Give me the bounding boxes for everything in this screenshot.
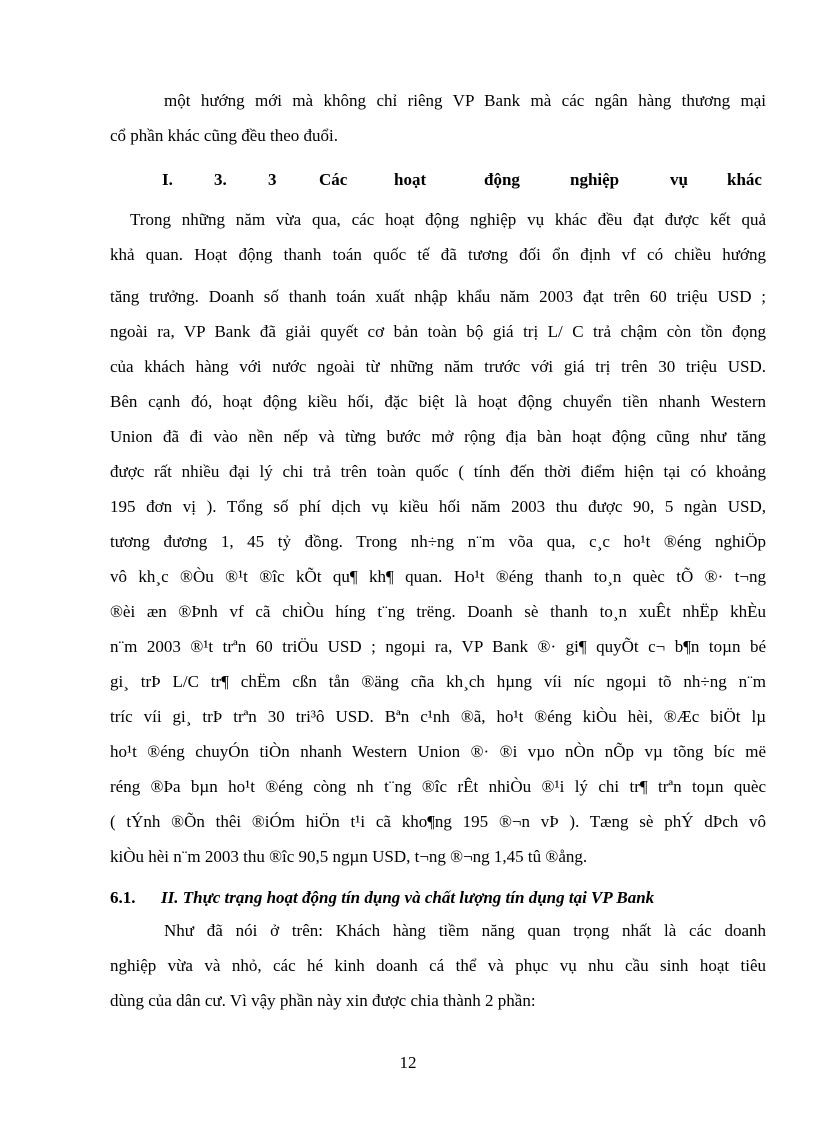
body-line: n¨m 2003 ®¹t trªn 60 triÖu USD ; ngoµi ra, VP Bank ®· gi¶ quyÕt c¬ b¶n toµn bé <box>110 637 766 656</box>
section-heading <box>0 169 816 191</box>
heading-token: 3 <box>268 170 277 189</box>
body-line: Trong những năm vừa qua, các hoạt động nghiệp vụ khác đều đạt được kết quả <box>130 210 766 229</box>
section-title-text: II. Thực trạng hoạt động tín dụng và chất lượng tín dụng tại VP Bank <box>161 888 655 907</box>
intro-line: một hướng mới mà không chỉ riêng VP Bank mà các ngân hàng thương mại <box>164 91 766 110</box>
heading-token: động <box>484 170 520 189</box>
body-line: được rất nhiều đại lý chi trả trên toàn quốc ( tính đến thời điểm hiện tại có khoảng <box>110 462 766 481</box>
section-title <box>110 887 766 909</box>
body-line: ®èi æn ®Þnh vf cã chiÒu híng t¨ng trëng. Doanh sè thanh to¸n xuÊt nhËp khÈu <box>110 602 766 621</box>
body-line: ( tÝnh ®Õn thêi ®iÓm hiÖn t¹i cã kho¶ng 195 ®¬n vÞ ). Tæng sè phÝ dÞch vô <box>110 812 766 831</box>
heading-token: 3. <box>214 170 227 189</box>
body-line: ngoài ra, VP Bank đã giải quyết cơ bản toàn bộ giá trị L/ C trả chậm còn tồn đọng <box>110 322 766 341</box>
closing-line: nghiệp vừa và nhỏ, các hé kinh doanh cá thể và phục vụ nhu cầu sinh hoạt tiêu <box>110 956 766 975</box>
heading-token: hoạt <box>394 170 427 189</box>
heading-token: khác <box>727 170 762 189</box>
body-line: ho¹t ®éng chuyÓn tiÒn nhanh Western Union ®· ®i vµo nÒn nÕp vµ tõng bíc më <box>110 742 766 761</box>
heading-token: nghiệp <box>570 170 620 189</box>
closing-line: dùng của dân cư. Vì vậy phần này xin được chia thành 2 phần: <box>110 991 536 1010</box>
body-line: tăng trưởng. Doanh số thanh toán xuất nhập khẩu năm 2003 đạt trên 60 triệu USD ; <box>110 287 766 306</box>
body-line: Union đã đi vào nền nếp và từng bước mở rộng địa bàn hoạt động cũng như tăng <box>110 427 766 446</box>
closing-line: Như đã nói ở trên: Khách hàng tiềm năng quan trọng nhất là các doanh <box>164 921 766 940</box>
body-line: Bên cạnh đó, hoạt động kiều hối, đặc biệt là hoạt động chuyển tiền nhanh Western <box>110 392 766 411</box>
body-line: réng ®Þa bµn ho¹t ®éng còng nh t¨ng ®îc rÊt nhiÒu ®¹i lý chi tr¶ trªn toµn quèc <box>110 777 766 796</box>
body-line: khả quan. Hoạt động thanh toán quốc tế đã tương đối ổn định vf có chiều hướng <box>110 245 766 264</box>
body-line: tríc víi gi¸ trÞ trªn 30 tri³ô USD. Bªn c¹nh ®ã, ho¹t ®éng kiÒu hèi, ®Æc biÖt lµ <box>110 707 766 726</box>
section-number: 6.1. <box>110 888 136 907</box>
heading-token: vụ <box>670 170 688 189</box>
intro-line: cổ phần khác cũng đều theo đuổi. <box>110 126 339 145</box>
body-line: vô kh¸c ®Òu ®¹t ®îc kÕt qu¶ kh¶ quan. Ho¹t ®éng thanh to¸n quèc tÕ ®· t¬ng <box>110 567 766 586</box>
page-number: 12 <box>399 1053 417 1072</box>
heading-token: Các <box>319 170 348 189</box>
body-line: tương đương 1, 45 tỷ đồng. Trong nh÷ng n¨m võa qua, c¸c ho¹t ®éng nghiÖp <box>110 532 766 551</box>
heading-token: I. <box>162 170 173 189</box>
body-line: của khách hàng với nước ngoài từ những năm trước với giá trị trên 30 triệu USD. <box>110 357 766 376</box>
body-line: 195 đơn vị ). Tổng số phí dịch vụ kiều hối năm 2003 thu được 90, 5 ngàn USD, <box>110 497 766 516</box>
body-line: gi¸ trÞ L/C tr¶ chËm cßn tån ®äng cña kh¸ch hµng víi níc ngoµi tõ nh÷ng n¨m <box>110 672 766 691</box>
body-line: kiÒu hèi n¨m 2003 thu ®îc 90,5 ngµn USD, t¬ng ®¬ng 1,45 tû ®ång. <box>110 847 588 866</box>
